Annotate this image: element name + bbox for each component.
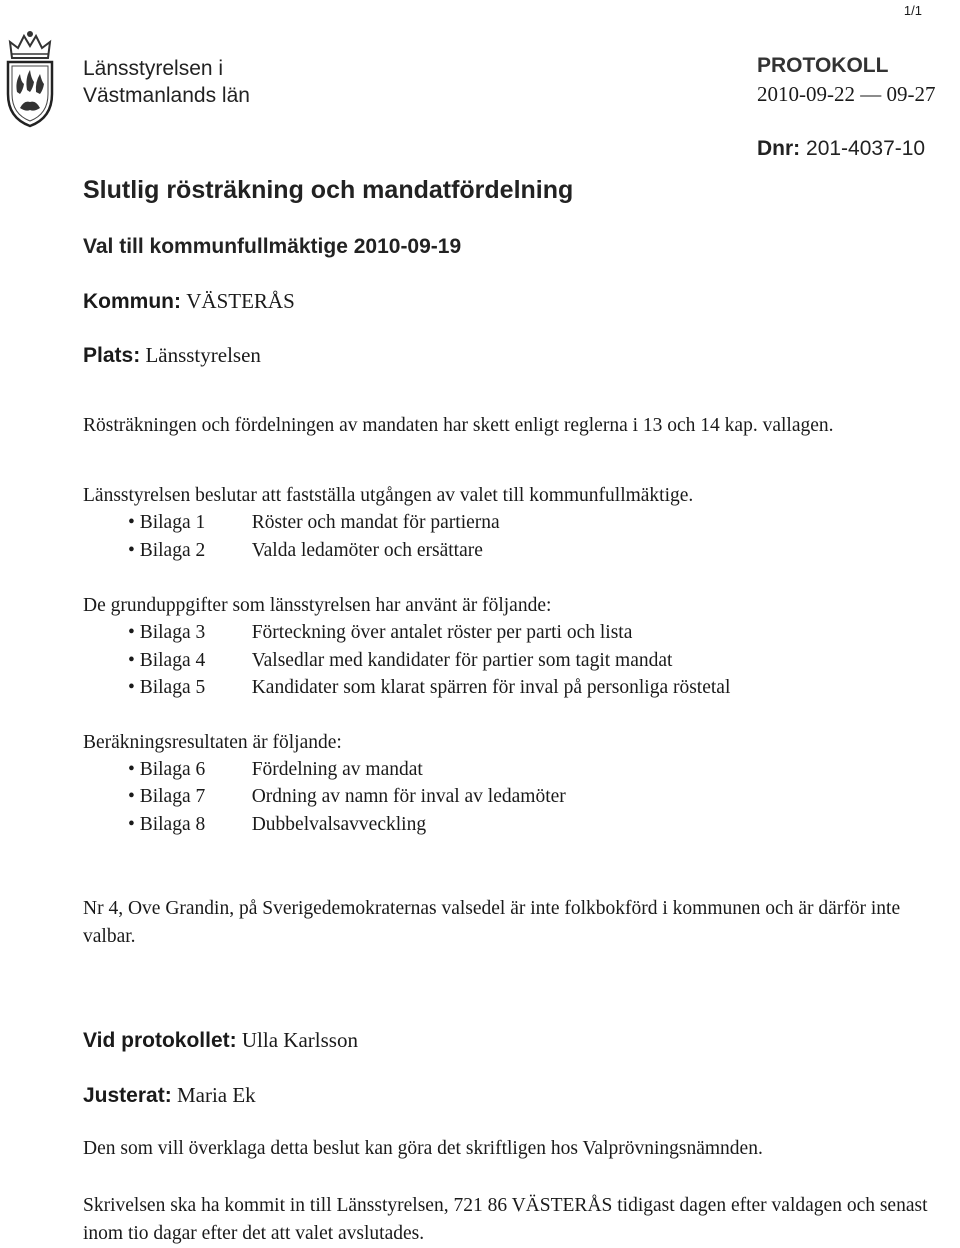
appeal-deadline-paragraph: Skrivelsen ska ha kommit in till Länsstyrelsen, 721 86 VÄSTERÅS tidigast dagen efter valdagen och senast inom tio dagar efter det att valet avslutades. xyxy=(83,1195,928,1244)
appeal-paragraph: Den som vill överklaga detta beslut kan göra det skriftligen hos Valprövningsnämnden. xyxy=(83,1138,763,1159)
attachment-desc: Dubbelvalsavveckling xyxy=(251,814,427,835)
dnr-value: 201-4037-10 xyxy=(806,137,926,160)
attachment-desc: Valda ledamöter och ersättare xyxy=(251,540,483,561)
page-title: Slutlig rösträkning och mandatfördelning xyxy=(83,176,574,204)
location-label: Plats: xyxy=(83,344,141,367)
page-number: 1/1 xyxy=(903,3,922,18)
attachment-desc: Kandidater som klarat spärren för inval på personliga röstetal xyxy=(251,677,731,698)
municipality-field xyxy=(83,289,295,314)
list-item: • Bilaga 4 Valsedlar med kandidater för partier som tagit mandat xyxy=(128,650,673,671)
recorder-label: Vid protokollet: xyxy=(83,1029,237,1052)
attachment-desc: Valsedlar med kandidater för partier som tagit mandat xyxy=(251,650,673,671)
municipality-label: Kommun: xyxy=(83,290,181,313)
attachment-label: Bilaga 1 xyxy=(139,512,206,533)
attachment-label: Bilaga 7 xyxy=(139,786,206,807)
list-item: • Bilaga 2 Valda ledamöter och ersättare xyxy=(128,540,483,561)
verified-field xyxy=(83,1083,256,1108)
attachment-label: Bilaga 6 xyxy=(139,759,206,780)
results-heading: Beräkningsresultaten är följande: xyxy=(83,732,342,753)
list-item: • Bilaga 3 Förteckning över antalet röster per parti och lista xyxy=(128,622,633,643)
verified-value: Maria Ek xyxy=(176,1083,256,1107)
eligibility-note: Nr 4, Ove Grandin, på Sverigedemokraternas valsedel är inte folkbokförd i kommunen och är därför inte valbar. xyxy=(83,898,901,947)
recorder-field xyxy=(83,1028,358,1053)
municipality-value: VÄSTERÅS xyxy=(186,289,295,313)
attachment-desc: Röster och mandat för partierna xyxy=(251,512,500,533)
list-item: • Bilaga 7 Ordning av namn för inval av ledamöter xyxy=(128,786,566,807)
list-item: • Bilaga 5 Kandidater som klarat spärren för inval på personliga röstetal xyxy=(128,677,731,698)
registration-number xyxy=(757,137,925,161)
attachment-desc: Ordning av namn för inval av ledamöter xyxy=(251,786,566,807)
attachment-label: Bilaga 4 xyxy=(139,650,206,671)
attachment-label: Bilaga 8 xyxy=(139,814,206,835)
page-subtitle: Val till kommunfullmäktige 2010-09-19 xyxy=(83,235,462,258)
document-type: PROTOKOLL xyxy=(757,54,889,77)
recorder-value: Ulla Karlsson xyxy=(241,1028,358,1052)
list-item: • Bilaga 6 Fördelning av mandat xyxy=(128,759,423,780)
attachment-label: Bilaga 5 xyxy=(139,677,206,698)
verified-label: Justerat: xyxy=(83,1084,172,1107)
protocol-dates: 2010-09-22 — 09-27 xyxy=(757,82,936,106)
authority-name xyxy=(83,55,250,109)
attachment-desc: Förteckning över antalet röster per parti och lista xyxy=(251,622,633,643)
authority-line-1: Länsstyrelsen i xyxy=(83,57,224,80)
attachment-desc: Fördelning av mandat xyxy=(251,759,423,780)
decision-paragraph: Länsstyrelsen beslutar att fastställa utgången av valet till kommunfullmäktige. xyxy=(83,485,694,506)
dnr-label: Dnr: xyxy=(757,137,801,160)
intro-paragraph: Rösträkningen och fördelningen av mandaten har skett enligt reglerna i 13 och 14 kap. vallagen. xyxy=(83,415,834,436)
coat-of-arms-icon xyxy=(2,28,58,128)
location-value: Länsstyrelsen xyxy=(145,343,261,367)
attachment-label: Bilaga 3 xyxy=(139,622,206,643)
list-item: • Bilaga 1 Röster och mandat för partierna xyxy=(128,512,500,533)
list-item: • Bilaga 8 Dubbelvalsavveckling xyxy=(128,814,427,835)
authority-line-2: Västmanlands län xyxy=(83,84,250,107)
base-data-heading: De grunduppgifter som länsstyrelsen har använt är följande: xyxy=(83,595,552,616)
location-field xyxy=(83,343,261,368)
attachment-label: Bilaga 2 xyxy=(139,540,206,561)
